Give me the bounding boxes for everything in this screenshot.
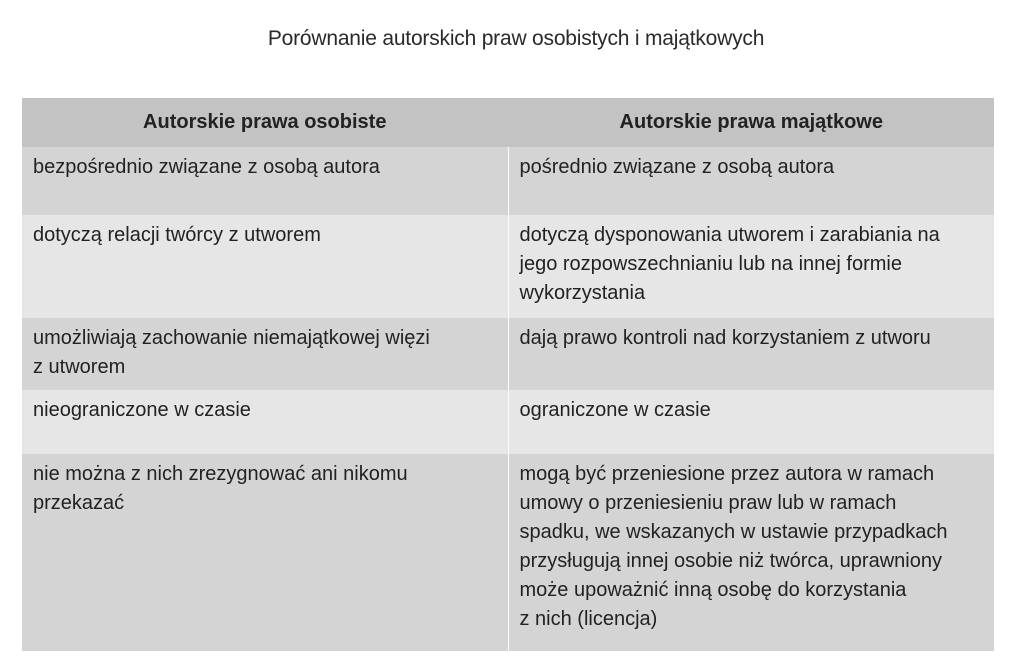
- table-cell-personal: nie można z nich zrezygnować ani nikomu przekazać: [22, 454, 508, 651]
- table-row: [22, 454, 994, 651]
- table-row: [22, 215, 994, 318]
- table-row: [22, 147, 994, 215]
- comparison-table: [22, 98, 994, 651]
- table-cell-property: dają prawo kontroli nad korzystaniem z utworu: [508, 318, 994, 390]
- table-row: [22, 390, 994, 454]
- column-header-personal-rights: Autorskie prawa osobiste: [22, 98, 508, 147]
- table-cell-personal: bezpośrednio związane z osobą autora: [22, 147, 508, 215]
- column-header-property-rights: Autorskie prawa majątkowe: [508, 98, 994, 147]
- page-title: Porównanie autorskich praw osobistych i majątkowych: [267, 27, 765, 50]
- table-cell-personal: umożliwiają zachowanie niemajątkowej więzi z utworem: [22, 318, 508, 390]
- table-header-row: [22, 98, 994, 147]
- table-cell-personal: dotyczą relacji twórcy z utworem: [22, 215, 508, 318]
- table-cell-property: mogą być przeniesione przez autora w ramach umowy o przeniesieniu praw lub w ramach spadku, we wskazanych w ustawie przypadkach przysługują innej osobie niż twórca, uprawniony może upoważnić inną osobę do korzystania z nich (licencja): [508, 454, 994, 651]
- table-cell-property: ograniczone w czasie: [508, 390, 994, 454]
- table-row: [22, 318, 994, 390]
- table-cell-property: pośrednio związane z osobą autora: [508, 147, 994, 215]
- table-cell-personal: nieograniczone w czasie: [22, 390, 508, 454]
- table-cell-property: dotyczą dysponowania utworem i zarabiania na jego rozpowszechnianiu lub na innej formie wykorzystania: [508, 215, 994, 318]
